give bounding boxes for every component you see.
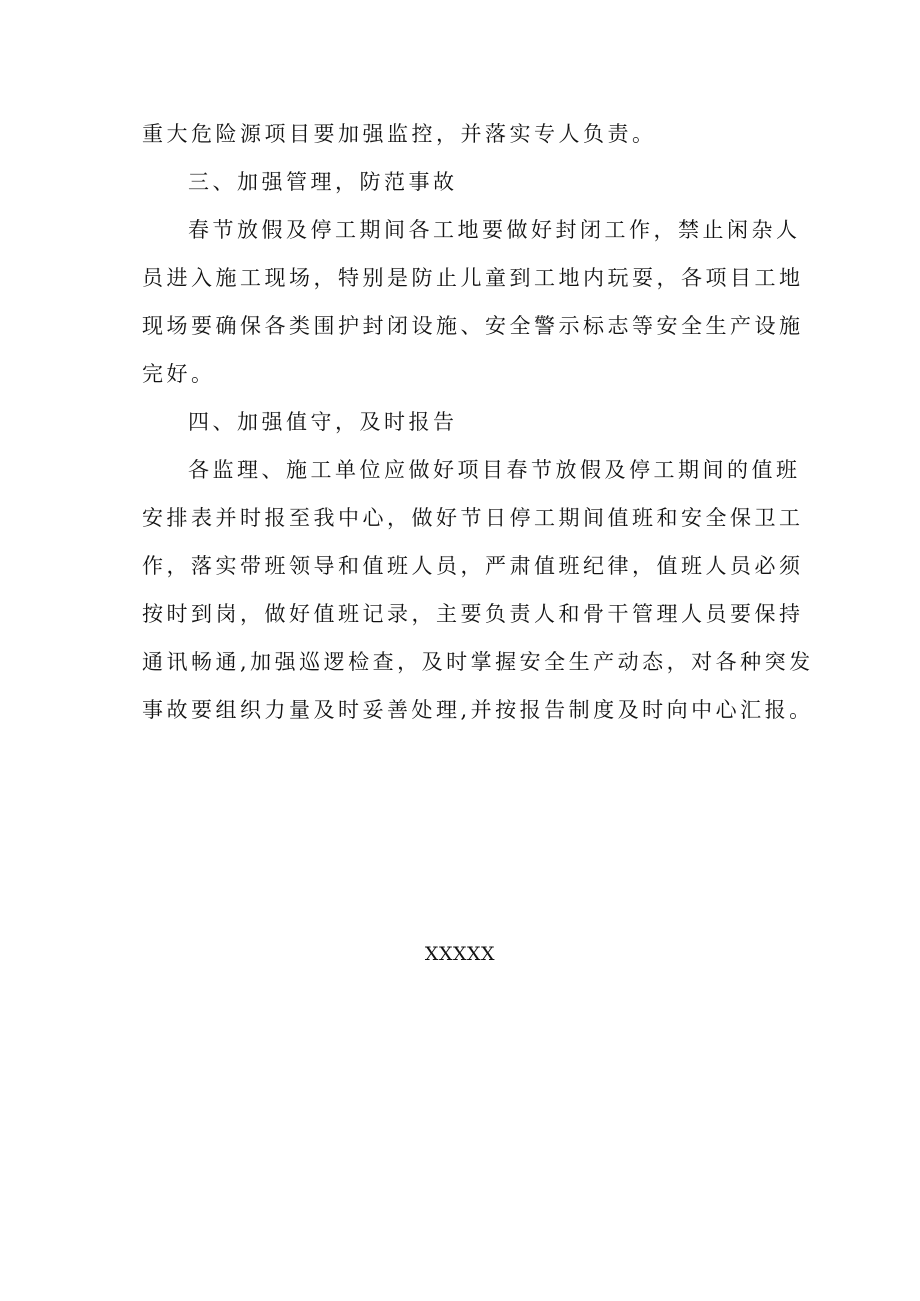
signature: XXXXX <box>424 943 496 965</box>
section-heading-three: 三、加强管理，防范事故 <box>188 170 458 194</box>
paragraph-line: 现场要确保各类围护封闭设施、安全警示标志等安全生产设施 <box>142 314 804 338</box>
paragraph-line: 春节放假及停工期间各工地要做好封闭工作，禁止闲杂人 <box>188 218 801 242</box>
paragraph-line: 按时到岗，做好值班记录，主要负责人和骨干管理人员要保持 <box>142 602 804 626</box>
paragraph-line: 各监理、施工单位应做好项目春节放假及停工期间的值班 <box>188 458 801 482</box>
paragraph-line: 员进入施工现场，特别是防止儿童到工地内玩耍，各项目工地 <box>142 266 804 290</box>
document-body <box>142 110 814 734</box>
paragraph-line: 完好。 <box>142 362 216 386</box>
section-heading-four: 四、加强值守，及时报告 <box>188 410 458 434</box>
paragraph-line: 通讯畅通,加强巡逻检查，及时掌握安全生产动态，对各种突发 <box>142 650 814 674</box>
paragraph-line: 作，落实带班领导和值班人员，严肃值班纪律，值班人员必须 <box>142 554 804 578</box>
paragraph-line: 安排表并时报至我中心，做好节日停工期间值班和安全保卫工 <box>142 506 804 530</box>
paragraph-continuation-line: 重大危险源项目要加强监控，并落实专人负责。 <box>142 122 657 146</box>
paragraph-line: 事故要组织力量及时妥善处理,并按报告制度及时向中心汇报。 <box>142 698 814 722</box>
